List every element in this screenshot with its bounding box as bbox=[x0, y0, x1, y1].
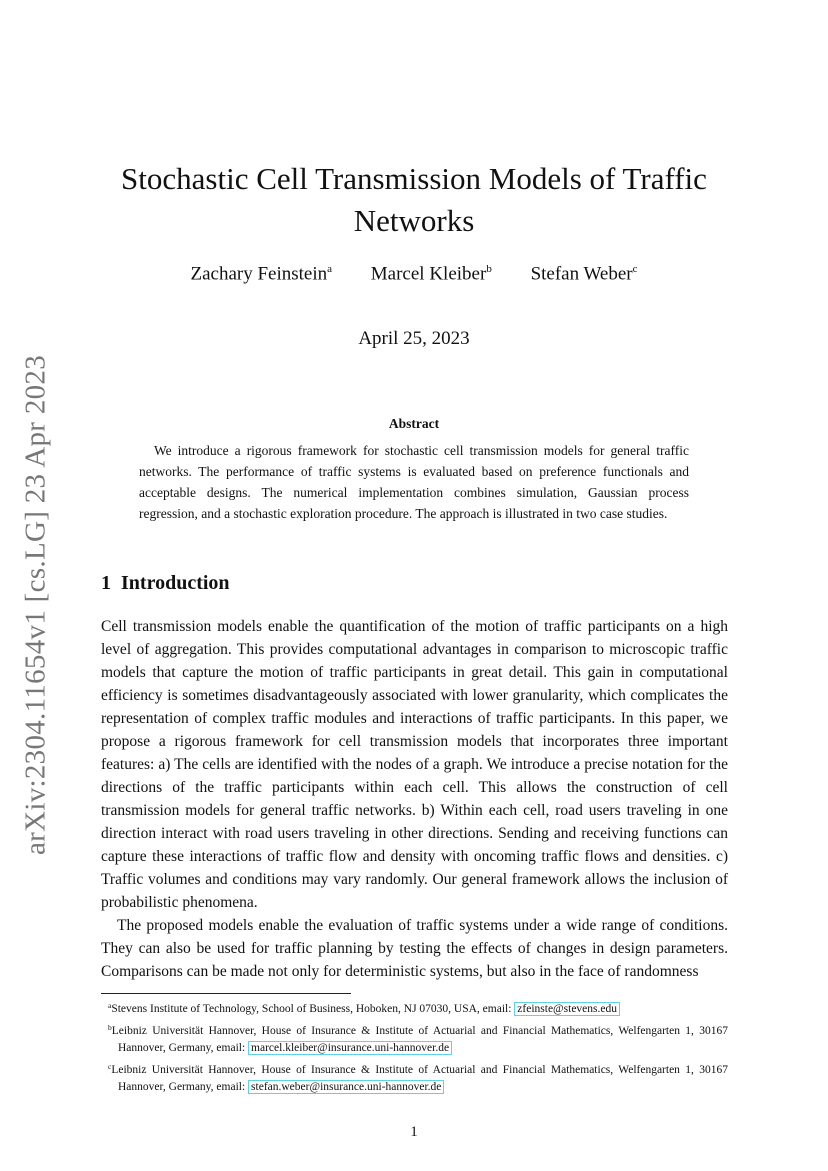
affiliation-mark: a bbox=[327, 263, 333, 275]
footnote-mark: b bbox=[108, 1023, 112, 1032]
author-name: Zachary Feinstein bbox=[190, 263, 328, 285]
section-body bbox=[101, 615, 728, 983]
affiliation-mark: b bbox=[486, 263, 492, 275]
publication-date: April 25, 2023 bbox=[358, 328, 470, 349]
section-heading bbox=[101, 572, 230, 595]
footnote bbox=[101, 997, 728, 1018]
footnote-mark: c bbox=[108, 1062, 112, 1071]
paragraph: The proposed models enable the evaluation of traffic systems under a wide range of conditions. They can also be used for traffic planning by testing the effects of changes in design parameters. Comparisons can be made not only for deterministic systems, but also in the face of randomness bbox=[101, 917, 728, 980]
paper-title: Stochastic Cell Transmission Models of Traffic Networks bbox=[121, 161, 707, 238]
footnote-text: Leibniz Universität Hannover, House of Insurance & Institute of Actuarial and Financial Mathematics, Welfengarten 1, 30167 Hannover, Germany, email: bbox=[111, 1025, 728, 1054]
page-number: 1 bbox=[410, 1124, 418, 1140]
email-link[interactable]: stefan.weber@insurance.uni-hannover.de bbox=[248, 1080, 444, 1094]
footnote-mark: a bbox=[108, 1001, 112, 1010]
affiliation-mark: c bbox=[632, 263, 638, 275]
footnote bbox=[101, 1019, 728, 1057]
author-list bbox=[80, 263, 748, 285]
abstract-heading: Abstract bbox=[388, 416, 440, 431]
email-link[interactable]: zfeinste@stevens.edu bbox=[514, 1002, 620, 1016]
footnote-divider bbox=[101, 993, 351, 994]
paragraph: Cell transmission models enable the quantification of the motion of traffic participants on a high level of aggregation. This provides computational advantages in comparison to microscopic traffic models that capture the motion of traffic participants in great detail. This gain in computational efficiency is sometimes disadvantageously associated with lower granularity, which complicates the representation of complex traffic modules and interactions of traffic participants. In this paper, we propose a rigorous framework for cell transmission models that incorporates three important features: a) The cells are identified with the nodes of a graph. We introduce a precise notation for the directions of the traffic participants within each cell. This allows the construction of cell transmission models for general traffic networks. b) Within each cell, road users traveling in one direction interact with road users traveling in other directions. Sending and receiving functions can capture these interactions of traffic flow and density with oncoming traffic flows and densities. c) Traffic volumes and conditions may vary randomly. Our general framework allows the inclusion of probabilistic phenomena. bbox=[101, 618, 728, 911]
author bbox=[531, 263, 638, 285]
author-name: Marcel Kleiber bbox=[370, 263, 487, 285]
arxiv-identifier-text: arXiv:2304.11654v1 [cs.LG] 23 Apr 2023 bbox=[19, 354, 52, 856]
email-link[interactable]: marcel.kleiber@insurance.uni-hannover.de bbox=[248, 1041, 452, 1055]
author bbox=[371, 263, 492, 285]
author bbox=[190, 263, 332, 285]
footnote bbox=[101, 1058, 728, 1096]
section-title: Introduction bbox=[121, 572, 230, 594]
footnote-text: Stevens Institute of Technology, School of Business, Hoboken, NJ 07030, USA, email: bbox=[111, 1003, 515, 1015]
footnotes bbox=[101, 997, 728, 1097]
arxiv-identifier bbox=[18, 354, 54, 856]
abstract-text: We introduce a rigorous framework for stochastic cell transmission models for general traffic networks. The performance of traffic systems is evaluated based on preference functionals and acceptable designs. The numerical implementation combines simulation, Gaussian process regression, and a stochastic exploration procedure. The approach is illustrated in two case studies. bbox=[139, 443, 689, 521]
section-number: 1 bbox=[101, 572, 111, 594]
author-name: Stefan Weber bbox=[530, 263, 633, 285]
footnote-text: Leibniz Universität Hannover, House of Insurance & Institute of Actuarial and Financial Mathematics, Welfengarten 1, 30167 Hannover, Germany, email: bbox=[111, 1064, 728, 1093]
